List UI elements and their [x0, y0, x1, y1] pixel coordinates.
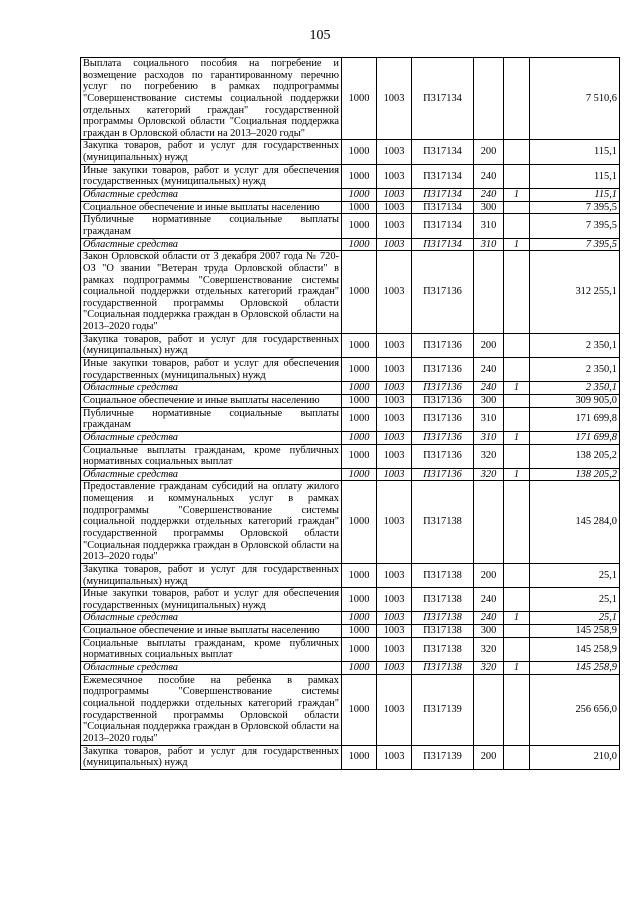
row-target-code: П317138 [412, 481, 474, 563]
row-subsection-code: 1003 [377, 468, 412, 481]
row-section-code: 1000 [342, 431, 377, 444]
table-row-regional-funds [81, 612, 620, 625]
row-fund-code: 1 [504, 189, 530, 202]
row-target-code: П317136 [412, 431, 474, 444]
row-fund-code [504, 745, 530, 769]
row-subsection-code: 1003 [377, 481, 412, 563]
row-subsection-code: 1003 [377, 625, 412, 638]
row-amount: 25,1 [530, 612, 620, 625]
table-row-regional-funds [81, 468, 620, 481]
row-fund-code: 1 [504, 468, 530, 481]
row-amount: 115,1 [530, 189, 620, 202]
row-subsection-code: 1003 [377, 251, 412, 333]
row-section-code: 1000 [342, 164, 377, 188]
row-amount: 115,1 [530, 164, 620, 188]
row-subsection-code: 1003 [377, 588, 412, 612]
row-expense-type-code: 320 [474, 444, 504, 468]
row-name: Иные закупки товаров, работ и услуг для обеспечения государственных (муниципальных) нужд [81, 164, 342, 188]
row-fund-code [504, 358, 530, 382]
row-amount: 7 395,5 [530, 238, 620, 251]
row-fund-code [504, 394, 530, 407]
table-row [81, 407, 620, 431]
row-target-code: П317134 [412, 140, 474, 164]
row-fund-code [504, 563, 530, 587]
row-target-code: П317138 [412, 637, 474, 661]
row-name: Выплата социального пособия на погребение и возмещение расходов по гарантированному перечню услуг по погребению в рамках подпрограммы "Совершенствование системы социальной поддержки отдельных категорий граждан" государственной программы Орловской области "Социальная поддержка граждан в Орловской области на 2013–2020 годы" [81, 58, 342, 140]
row-section-code: 1000 [342, 251, 377, 333]
row-amount: 2 350,1 [530, 358, 620, 382]
row-fund-code [504, 674, 530, 745]
table-row-regional-funds [81, 382, 620, 395]
row-target-code: П317138 [412, 588, 474, 612]
row-section-code: 1000 [342, 333, 377, 357]
row-target-code: П317134 [412, 238, 474, 251]
row-target-code: П317136 [412, 444, 474, 468]
row-target-code: П317136 [412, 394, 474, 407]
row-target-code: П317136 [412, 382, 474, 395]
row-section-code: 1000 [342, 238, 377, 251]
row-subsection-code: 1003 [377, 58, 412, 140]
row-target-code: П317138 [412, 625, 474, 638]
table-row [81, 588, 620, 612]
row-target-code: П317134 [412, 58, 474, 140]
row-amount: 138 205,2 [530, 468, 620, 481]
row-name: Закон Орловской области от 3 декабря 2007 года № 720-ОЗ "О звании "Ветеран труда Орловской области" в рамках подпрограммы "Совершенствование системы социальной поддержки отдельных категорий граждан" государственной программы Орловской области "Социальная поддержка граждан в Орловской области на 2013–2020 годы" [81, 251, 342, 333]
row-expense-type-code: 200 [474, 333, 504, 357]
table-row [81, 637, 620, 661]
row-expense-type-code: 200 [474, 140, 504, 164]
row-target-code: П317136 [412, 407, 474, 431]
row-section-code: 1000 [342, 394, 377, 407]
row-name: Закупка товаров, работ и услуг для государственных (муниципальных) нужд [81, 563, 342, 587]
row-target-code: П317136 [412, 468, 474, 481]
row-expense-type-code: 320 [474, 468, 504, 481]
row-name: Социальные выплаты гражданам, кроме публичных нормативных социальных выплат [81, 637, 342, 661]
row-name: Областные средства [81, 238, 342, 251]
row-subsection-code: 1003 [377, 674, 412, 745]
row-amount: 115,1 [530, 140, 620, 164]
table-row [81, 444, 620, 468]
row-fund-code [504, 625, 530, 638]
row-expense-type-code: 240 [474, 164, 504, 188]
row-expense-type-code [474, 674, 504, 745]
row-target-code: П317134 [412, 201, 474, 214]
row-target-code: П317138 [412, 563, 474, 587]
row-fund-code: 1 [504, 382, 530, 395]
row-name: Областные средства [81, 468, 342, 481]
row-amount: 145 258,9 [530, 662, 620, 675]
row-expense-type-code: 320 [474, 662, 504, 675]
row-target-code: П317134 [412, 189, 474, 202]
row-fund-code [504, 481, 530, 563]
table-row-regional-funds [81, 238, 620, 251]
row-target-code: П317136 [412, 358, 474, 382]
row-name: Областные средства [81, 382, 342, 395]
row-target-code: П317136 [412, 333, 474, 357]
row-expense-type-code: 240 [474, 358, 504, 382]
row-fund-code [504, 164, 530, 188]
row-expense-type-code: 300 [474, 201, 504, 214]
row-subsection-code: 1003 [377, 140, 412, 164]
row-amount: 210,0 [530, 745, 620, 769]
row-target-code: П317138 [412, 662, 474, 675]
row-subsection-code: 1003 [377, 444, 412, 468]
budget-table-body [81, 58, 620, 770]
row-name: Закупка товаров, работ и услуг для государственных (муниципальных) нужд [81, 333, 342, 357]
row-section-code: 1000 [342, 189, 377, 202]
row-section-code: 1000 [342, 358, 377, 382]
row-subsection-code: 1003 [377, 382, 412, 395]
row-fund-code [504, 333, 530, 357]
row-target-code: П317139 [412, 745, 474, 769]
row-name: Ежемесячное пособие на ребенка в рамках подпрограммы "Совершенствование системы социальной поддержки отдельных категорий граждан" государственной программы Орловской области "Социальная поддержка граждан в Орловской области на 2013–2020 годы" [81, 674, 342, 745]
table-row [81, 251, 620, 333]
row-subsection-code: 1003 [377, 214, 412, 238]
row-section-code: 1000 [342, 674, 377, 745]
row-amount: 171 699,8 [530, 431, 620, 444]
row-fund-code: 1 [504, 612, 530, 625]
row-section-code: 1000 [342, 662, 377, 675]
row-fund-code [504, 140, 530, 164]
row-name: Закупка товаров, работ и услуг для государственных (муниципальных) нужд [81, 140, 342, 164]
row-section-code: 1000 [342, 58, 377, 140]
row-subsection-code: 1003 [377, 637, 412, 661]
row-section-code: 1000 [342, 201, 377, 214]
row-fund-code: 1 [504, 662, 530, 675]
row-expense-type-code [474, 481, 504, 563]
row-target-code: П317136 [412, 251, 474, 333]
row-subsection-code: 1003 [377, 407, 412, 431]
row-fund-code [504, 251, 530, 333]
row-fund-code [504, 58, 530, 140]
row-expense-type-code: 240 [474, 612, 504, 625]
row-subsection-code: 1003 [377, 431, 412, 444]
row-name: Предоставление гражданам субсидий на оплату жилого помещения и коммунальных услуг в рамках подпрограммы "Совершенствование системы социальной поддержки отдельных категорий граждан" государственной программы Орловской области "Социальная поддержка граждан в Орловской области на 2013–2020 годы" [81, 481, 342, 563]
row-name: Областные средства [81, 189, 342, 202]
table-row [81, 625, 620, 638]
page-number: 105 [309, 28, 331, 43]
row-expense-type-code: 240 [474, 588, 504, 612]
row-amount: 256 656,0 [530, 674, 620, 745]
row-expense-type-code [474, 58, 504, 140]
row-subsection-code: 1003 [377, 201, 412, 214]
row-fund-code: 1 [504, 431, 530, 444]
row-amount: 171 699,8 [530, 407, 620, 431]
row-subsection-code: 1003 [377, 164, 412, 188]
row-target-code: П317139 [412, 674, 474, 745]
row-subsection-code: 1003 [377, 662, 412, 675]
row-section-code: 1000 [342, 745, 377, 769]
row-name: Социальное обеспечение и иные выплаты населению [81, 625, 342, 638]
row-amount: 312 255,1 [530, 251, 620, 333]
row-name: Социальные выплаты гражданам, кроме публичных нормативных социальных выплат [81, 444, 342, 468]
row-section-code: 1000 [342, 407, 377, 431]
table-row [81, 394, 620, 407]
row-name: Публичные нормативные социальные выплаты гражданам [81, 407, 342, 431]
row-amount: 138 205,2 [530, 444, 620, 468]
table-row [81, 745, 620, 769]
row-expense-type-code: 310 [474, 407, 504, 431]
row-amount: 145 284,0 [530, 481, 620, 563]
row-name: Областные средства [81, 612, 342, 625]
row-subsection-code: 1003 [377, 189, 412, 202]
table-row [81, 201, 620, 214]
row-section-code: 1000 [342, 588, 377, 612]
row-expense-type-code: 240 [474, 189, 504, 202]
table-row [81, 214, 620, 238]
table-row [81, 333, 620, 357]
table-row [81, 358, 620, 382]
row-expense-type-code: 300 [474, 394, 504, 407]
row-section-code: 1000 [342, 214, 377, 238]
row-target-code: П317134 [412, 214, 474, 238]
row-fund-code [504, 588, 530, 612]
row-subsection-code: 1003 [377, 238, 412, 251]
row-amount: 7 395,5 [530, 201, 620, 214]
row-section-code: 1000 [342, 625, 377, 638]
row-fund-code [504, 407, 530, 431]
row-fund-code [504, 214, 530, 238]
row-target-code: П317134 [412, 164, 474, 188]
row-section-code: 1000 [342, 468, 377, 481]
row-name: Областные средства [81, 431, 342, 444]
table-row-regional-funds [81, 431, 620, 444]
row-name: Публичные нормативные социальные выплаты гражданам [81, 214, 342, 238]
row-subsection-code: 1003 [377, 612, 412, 625]
row-amount: 7 510,6 [530, 58, 620, 140]
table-row [81, 563, 620, 587]
row-amount: 2 350,1 [530, 333, 620, 357]
row-amount: 2 350,1 [530, 382, 620, 395]
row-name: Областные средства [81, 662, 342, 675]
row-section-code: 1000 [342, 382, 377, 395]
row-amount: 25,1 [530, 563, 620, 587]
table-row-regional-funds [81, 189, 620, 202]
row-subsection-code: 1003 [377, 394, 412, 407]
table-row [81, 481, 620, 563]
row-name: Иные закупки товаров, работ и услуг для обеспечения государственных (муниципальных) нужд [81, 588, 342, 612]
row-amount: 25,1 [530, 588, 620, 612]
row-section-code: 1000 [342, 612, 377, 625]
table-row-regional-funds [81, 662, 620, 675]
row-subsection-code: 1003 [377, 563, 412, 587]
row-name: Закупка товаров, работ и услуг для государственных (муниципальных) нужд [81, 745, 342, 769]
row-fund-code [504, 201, 530, 214]
row-amount: 7 395,5 [530, 214, 620, 238]
row-fund-code [504, 444, 530, 468]
row-target-code: П317138 [412, 612, 474, 625]
row-section-code: 1000 [342, 444, 377, 468]
row-expense-type-code: 200 [474, 745, 504, 769]
row-expense-type-code: 240 [474, 382, 504, 395]
row-fund-code [504, 637, 530, 661]
budget-table [80, 57, 620, 770]
row-expense-type-code: 300 [474, 625, 504, 638]
table-row [81, 58, 620, 140]
row-amount: 309 905,0 [530, 394, 620, 407]
row-section-code: 1000 [342, 563, 377, 587]
row-subsection-code: 1003 [377, 333, 412, 357]
row-expense-type-code: 310 [474, 214, 504, 238]
row-amount: 145 258,9 [530, 625, 620, 638]
row-section-code: 1000 [342, 140, 377, 164]
row-name: Социальное обеспечение и иные выплаты населению [81, 201, 342, 214]
row-section-code: 1000 [342, 637, 377, 661]
row-expense-type-code: 310 [474, 431, 504, 444]
row-expense-type-code: 200 [474, 563, 504, 587]
row-fund-code: 1 [504, 238, 530, 251]
row-expense-type-code: 310 [474, 238, 504, 251]
table-row [81, 674, 620, 745]
row-subsection-code: 1003 [377, 358, 412, 382]
row-name: Социальное обеспечение и иные выплаты населению [81, 394, 342, 407]
row-amount: 145 258,9 [530, 637, 620, 661]
row-name: Иные закупки товаров, работ и услуг для обеспечения государственных (муниципальных) нужд [81, 358, 342, 382]
table-row [81, 140, 620, 164]
table-row [81, 164, 620, 188]
row-expense-type-code: 320 [474, 637, 504, 661]
row-expense-type-code [474, 251, 504, 333]
row-subsection-code: 1003 [377, 745, 412, 769]
row-section-code: 1000 [342, 481, 377, 563]
